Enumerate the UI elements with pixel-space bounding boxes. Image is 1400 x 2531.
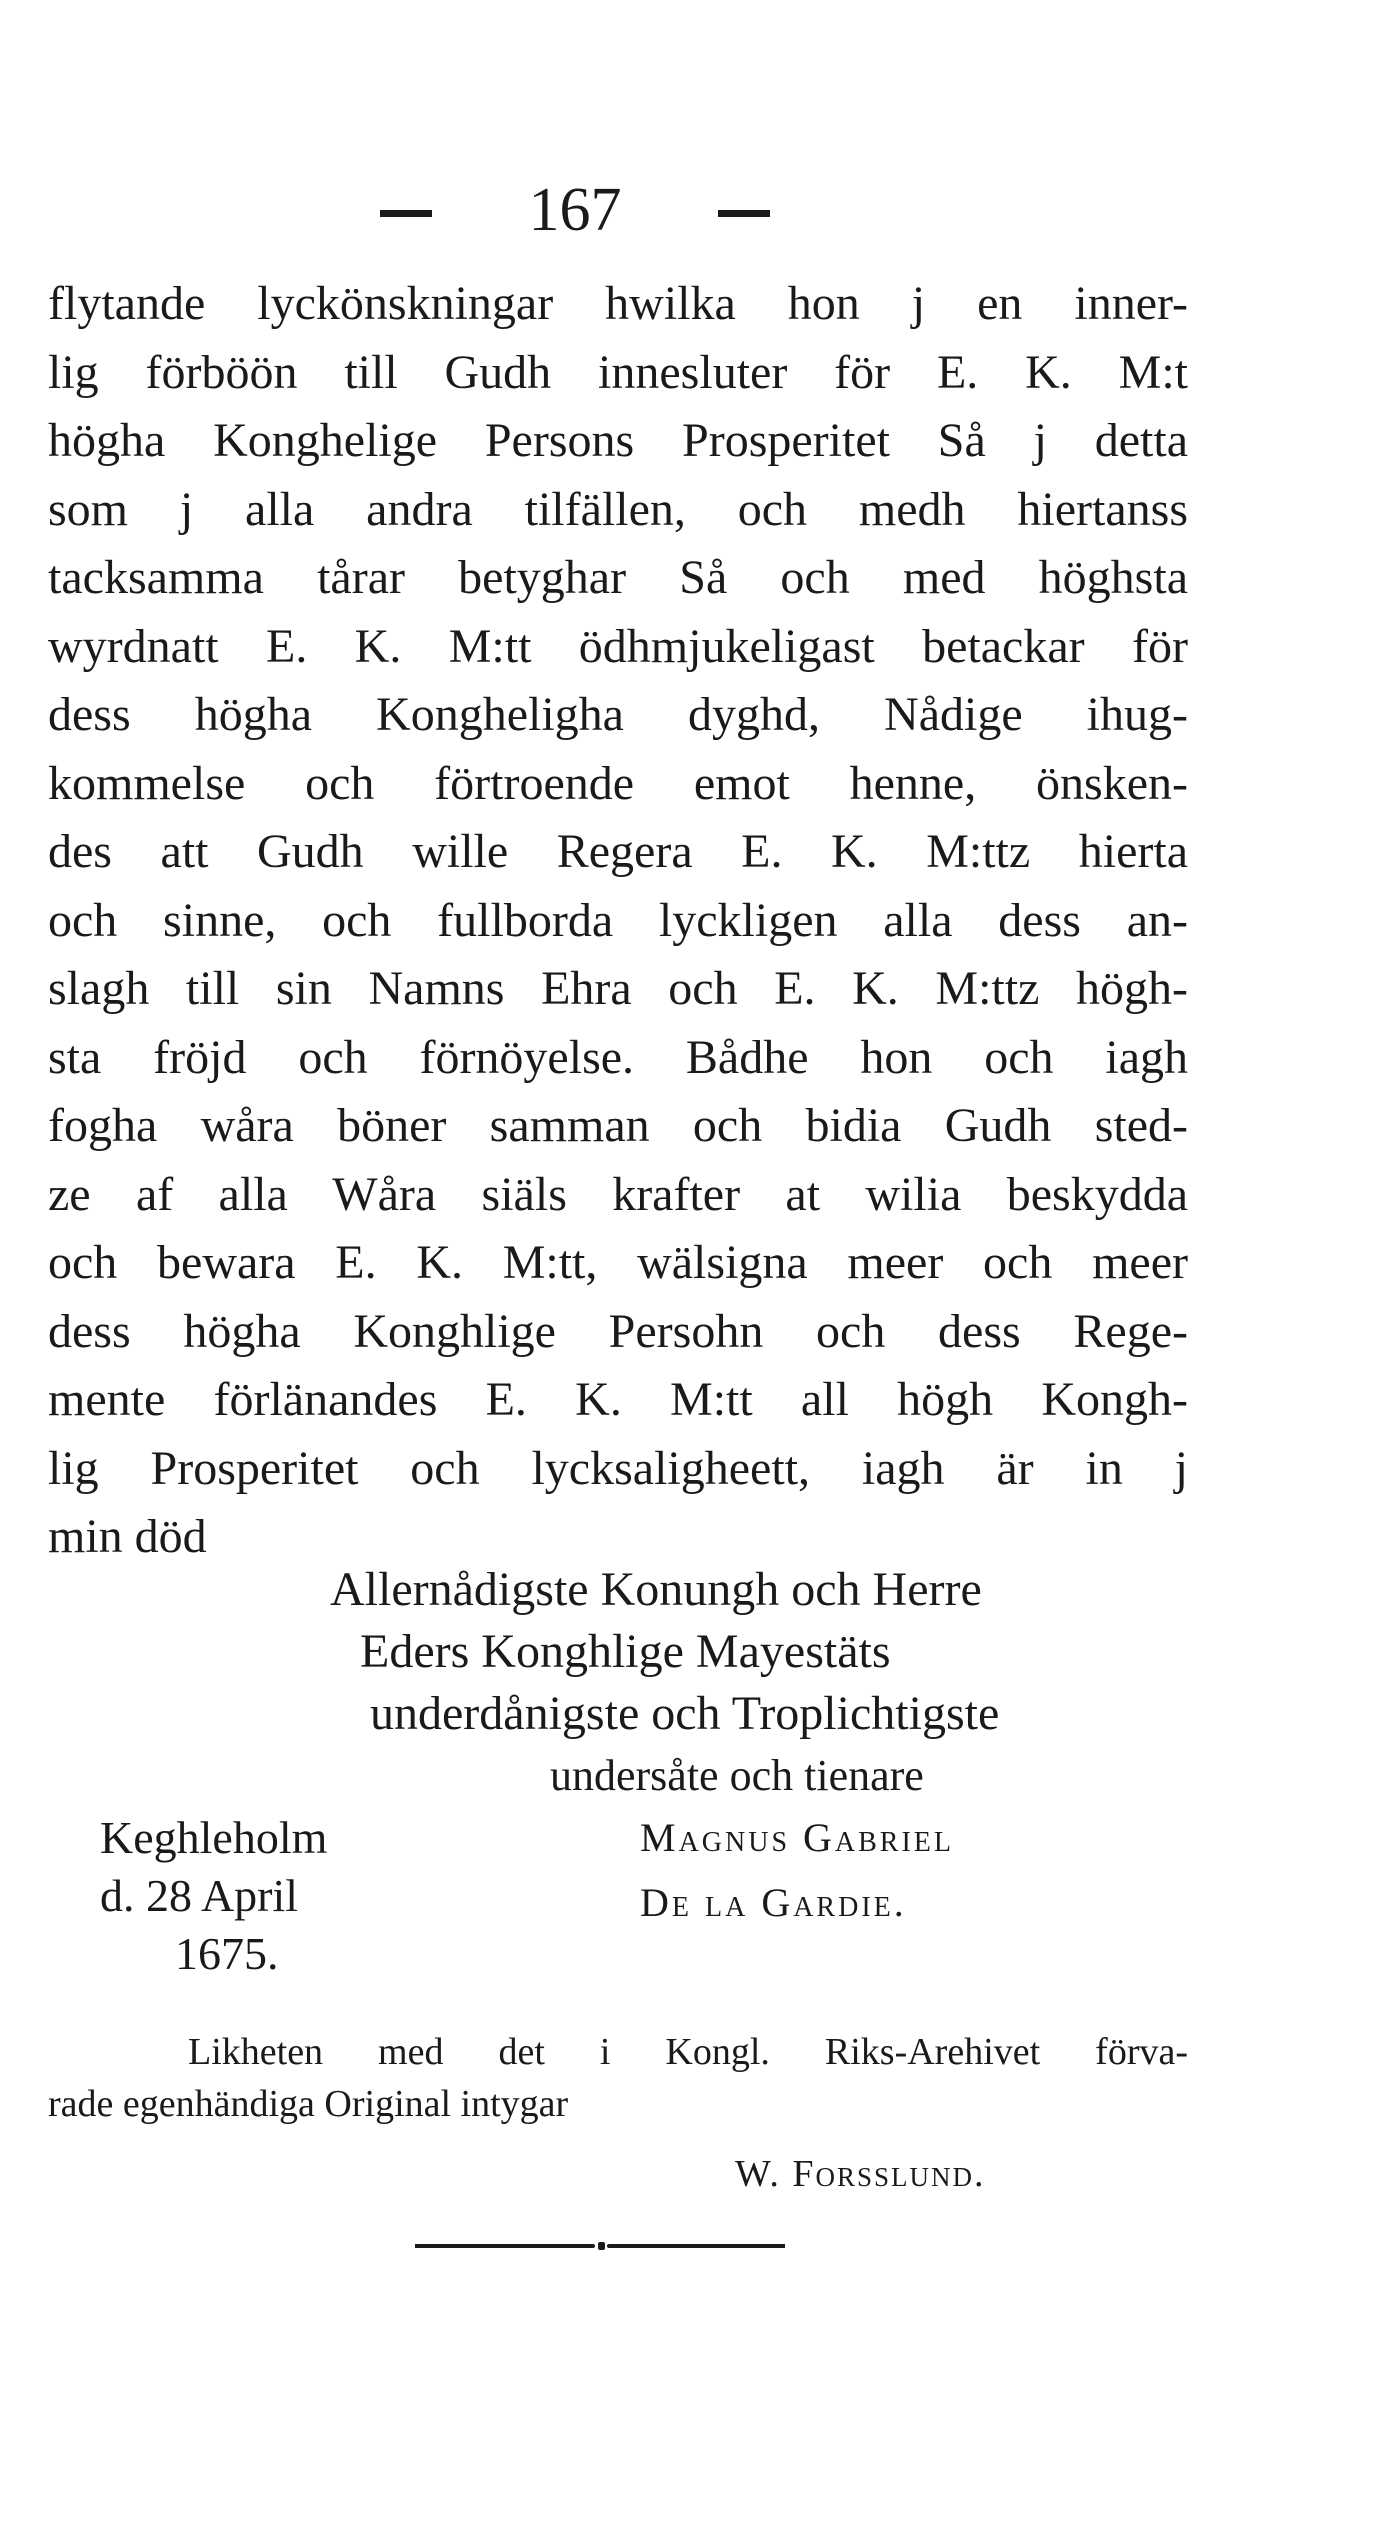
body-line: fogha wåra böner samman och bidia Gudh sted- (48, 1099, 1188, 1152)
place-name: Keghleholm (100, 1812, 328, 1863)
letter-date: d. 28 April (100, 1870, 299, 1921)
body-line: lig förböön till Gudh innesluter för E. K. M:t (48, 345, 1188, 399)
body-line: flytande lyckönskningar hwilka hon j en inner- (48, 277, 1188, 330)
body-line: wyrdnatt E. K. M:tt ödhmjukeligast betackar för (48, 619, 1188, 673)
page-header (0, 170, 1400, 250)
rule-bar-left (415, 2244, 595, 2248)
body-line: dess högha Kongheligha dyghd, Nådige ihug- (48, 688, 1188, 741)
rule-bar-right (607, 2244, 785, 2248)
body-line: min död (48, 1510, 207, 1563)
signature-name: Magnus Gabriel (640, 1815, 955, 1860)
closing-line: undersåte och tienare (550, 1751, 924, 1800)
header-dash-right (718, 210, 770, 217)
attestation-signature: W. Forsslund. (735, 2153, 986, 2195)
signature-surname: De la Gardie. (640, 1880, 907, 1925)
body-line: lig Prosperitet och lycksaligheett, iagh är in j (48, 1441, 1188, 1495)
letter-year: 1675. (175, 1928, 279, 1979)
body-line: och sinne, och fullborda lyckligen alla dess an- (48, 893, 1188, 947)
body-line: som j alla andra tilfällen, och medh hiertanss (48, 482, 1188, 536)
body-line: tacksamma tårar betyghar Så och med höghsta (48, 551, 1188, 604)
page-number: 167 (528, 176, 622, 244)
body-line: kommelse och förtroende emot henne, önsken- (48, 756, 1188, 810)
body-line: och bewara E. K. M:tt, wälsigna meer och meer (48, 1236, 1188, 1289)
body-line: mente förlänandes E. K. M:tt all högh Kongh- (48, 1373, 1188, 1426)
body-line: sta fröjd och förnöyelse. Bådhe hon och iagh (48, 1030, 1188, 1084)
body-line: högha Konghelige Persons Prosperitet Så j detta (48, 414, 1188, 467)
closing-line: Allernådigste Konungh och Herre (330, 1563, 982, 1616)
rule-dot (598, 2242, 605, 2250)
header-dash-left (380, 210, 432, 217)
body-line: des att Gudh wille Regera E. K. M:ttz hierta (48, 825, 1188, 878)
closing-line: Eders Konghlige Mayestäts (360, 1625, 891, 1678)
ornamental-rule (415, 2242, 785, 2250)
letter-body (48, 270, 1188, 1572)
body-line: slagh till sin Namns Ehra och E. K. M:ttz högh- (48, 962, 1188, 1015)
closing-line: underdånigste och Troplichtigste (370, 1687, 1000, 1740)
archive-note-line: Likheten med det i Kongl. Riks-Arehivet förva- (188, 2031, 1188, 2073)
archive-note-line: rade egenhändiga Original intygar (48, 2083, 569, 2125)
body-line: ze af alla Wåra siäls krafter at wilia beskydda (48, 1167, 1188, 1221)
body-line: dess högha Konghlige Persohn och dess Rege- (48, 1304, 1188, 1358)
